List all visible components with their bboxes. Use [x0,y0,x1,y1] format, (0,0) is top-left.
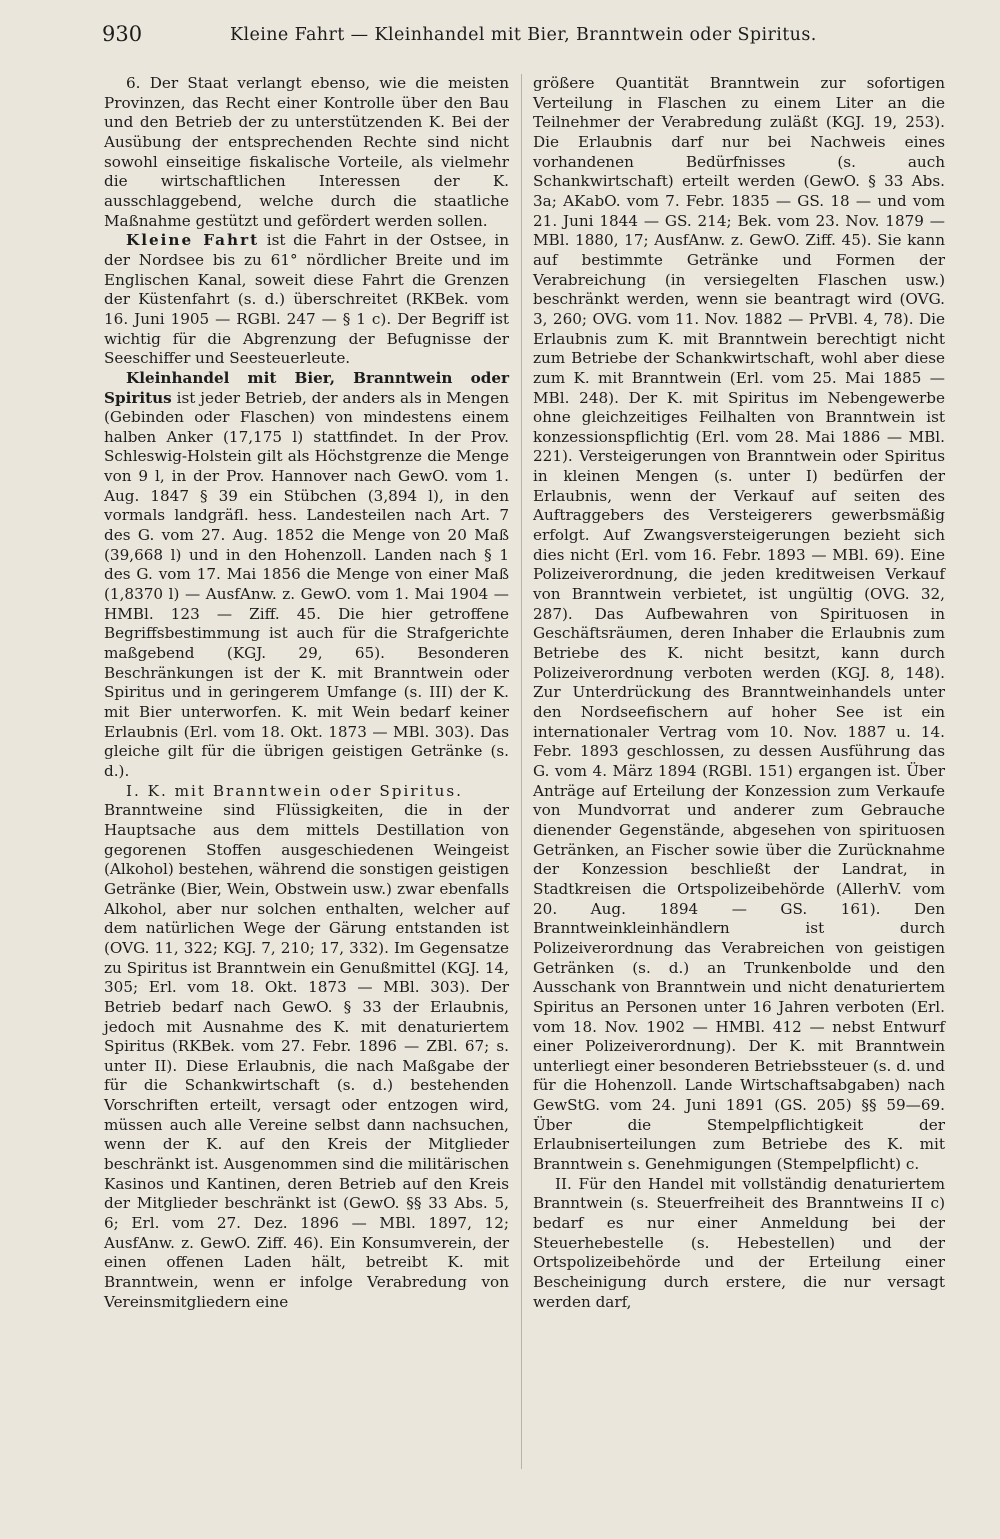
entry-body-kleine-fahrt: ist die Fahrt in der Ostsee, in der Nordsee bis zu 61° nördlicher Breite und im Englischen Kanal, soweit diese Fahrt die Grenzen der Küstenfahrt (s. d.) überschreitet (RKBek. vom 16. Juni 1905 — RGBl. 247 — § 1 c). Der Begriff ist wichtig für die Abgrenzung der Befugnisse der Seeschiffer und Seesteuerleute. [104,231,510,368]
column-divider [521,74,522,1469]
left-column [104,74,509,1312]
section-denaturiert: II. Für den Handel mit vollständig denaturiertem Branntwein (s. Steuerfreiheit des Branntweins II c) bedarf es nur einer Anmeldung bei der Steuerhebestelle (s. Hebestellen) und der Ortspolizeibehörde und der Erteilung einer Bescheinigung durch erstere, die nur versagt werden darf, [533,1174,945,1311]
section-body-branntwein: Branntweine sind Flüssigkeiten, die in der Hauptsache aus dem mittels Destillation von gegorenen Stoffen ausgeschiedenen Weingeist (Alkohol) bestehen, während die sonstigen geistigen Getränke (Bier, Wein, Obstwein usw.) zwar ebenfalls Alkohol, aber nur solchen enthalten, welcher auf dem natürlichen Wege der Gärung entstanden ist (OVG. 11, 322; KGJ. 7, 210; 17, 332). Im Gegensatze zu Spiritus ist Branntwein ein Genußmittel (KGJ. 14, 305; Erl. vom 18. Okt. 1873 — MBl. 303). Der Betrieb bedarf nach GewO. § 33 der Erlaubnis, jedoch mit Ausnahme des K. mit denaturiertem Spiritus (RKBek. vom 27. Febr. 1896 — ZBl. 67; s. unter II). Diese Erlaubnis, die nach Maßgabe der für die Schankwirtschaft (s. d.) bestehenden Vorschriften erteilt, versagt oder entzogen wird, müssen auch alle Vereine selbst dann nachsuchen, wenn der K. auf den Kreis der Mitglieder beschränkt ist. Ausgenommen sind die militärischen Kasinos und Kantinen, deren Betrieb auf den Kreis der Mitglieder beschränkt ist (GewO. §§ 33 Abs. 5, 6; Erl. vom 27. Dez. 1896 — MBl. 1897, 12; AusfAnw. z. GewO. Ziff. 46). Ein Konsumverein, der einen offenen Laden hält, betreibt K. mit Branntwein, wenn er infolge Verabredung von Vereinsmitgliedern eine [104,801,509,1311]
entry-kleinhandel [104,369,509,782]
right-column [533,74,945,1312]
running-title: Kleine Fahrt — Kleinhandel mit Bier, Branntwein oder Spiritus. [230,25,817,45]
entry-kleine-fahrt [104,231,509,369]
entry-heading-kleinhandel: Kleinhandel mit Bier, Branntwein oder Spiritus [104,368,509,407]
paragraph-staat: 6. Der Staat verlangt ebenso, wie die meisten Provinzen, das Recht einer Kontrolle über den Bau und den Betrieb der zu unterstützenden K. Bei der Ausübung der entsprechenden Rechte sind nicht sowohl einseitige fiskalische Vorteile, als vielmehr die wirtschaftlichen Interessen der K. ausschlaggebend, welche durch die staatliche Maßnahme gestützt und gefördert werden sollen. [104,74,509,230]
section-heading-branntwein: I. K. mit Branntwein oder Spiritus. [126,781,463,800]
entry-body-kleinhandel: ist jeder Betrieb, der anders als in Mengen (Gebinden oder Flaschen) von mindestens einem halben Anker (17,175 l) stattfindet. In der Prov. Schleswig-Holstein gilt als Höchstgrenze die Menge von 9 l, in der Prov. Hannover nach GewO. vom 1. Aug. 1847 § 39 ein Stübchen (3,894 l), in den vormals landgräfl. hess. Landesteilen nach Art. 7 des G. vom 27. Aug. 1852 die Menge von 20 Maß (39,668 l) und in den Hohenzoll. Landen nach § 1 des G. vom 17. Mai 1856 die Menge von einer Maß (1,8370 l) — AusfAnw. z. GewO. vom 1. Mai 1904 — HMBl. 123 — Ziff. 45. Die hier getroffene Begriffsbestimmung ist auch für die Strafgerichte maßgebend (KGJ. 29, 65). Besonderen Beschränkungen ist der K. mit Branntwein oder Spiritus und in geringerem Umfange (s. III) der K. mit Bier unterworfen. K. mit Wein bedarf keiner Erlaubnis (Erl. vom 18. Okt. 1873 — MBl. 303). Das gleiche gilt für die übrigen geistigen Getränke (s. d.). [104,388,509,780]
page-header [102,22,942,62]
page-number: 930 [102,22,143,46]
paragraph-continuation: größere Quantität Branntwein zur sofortigen Verteilung in Flaschen zu einem Liter an die Teilnehmer der Verabredung zuläßt (KGJ. 19, 253). Die Erlaubnis darf nur bei Nachweis eines vorhandenen Bedürfnisses (s. auch Schankwirtschaft) erteilt werden (GewO. § 33 Abs. 3a; AKabO. vom 7. Febr. 1835 — GS. 18 — und vom 21. Juni 1844 — GS. 214; Bek. vom 23. Nov. 1879 — MBl. 1880, 17; AusfAnw. z. GewO. Ziff. 45). Sie kann auf bestimmte Getränke und Formen der Verabreichung (in versiegelten Flaschen usw.) beschränkt werden, wenn sie beantragt wird (OVG. 3, 260; OVG. vom 11. Nov. 1882 — PrVBl. 4, 78). Die Erlaubnis zum K. mit Branntwein berechtigt nicht zum Betriebe der Schankwirtschaft, wohl aber diese zum K. mit Branntwein (Erl. vom 25. Mai 1885 — MBl. 248). Der K. mit Spiritus im Nebengewerbe ohne gleichzeitiges Feilhalten von Branntwein ist konzessionspflichtig (Erl. vom 28. Mai 1886 — MBl. 221). Versteigerungen von Branntwein oder Spiritus in kleinen Mengen (s. unter I) bedürfen der Erlaubnis, wenn der Verkauf auf seiten des Auftraggebers des Versteigerers gewerbsmäßig erfolgt. Auf Zwangsversteigerungen bezieht sich dies nicht (Erl. vom 16. Febr. 1893 — MBl. 69). Eine Polizeiverordnung, die jeden kreditweisen Verkauf von Branntwein verbietet, ist ungültig (OVG. 32, 287). Das Aufbewahren von Spirituosen in Geschäftsräumen, deren Inhaber die Erlaubnis zum Betriebe des K. nicht besitzt, kann durch Polizeiverordnung verboten werden (KGJ. 8, 148). Zur Unterdrückung des Branntweinhandels unter den Nordseefischern auf hoher See ist ein internationaler Vertrag vom 10. Nov. 1887 u. 14. Febr. 1893 geschlossen, zu dessen Ausführung das G. vom 4. März 1894 (RGBl. 151) ergangen ist. Über Anträge auf Erteilung der Konzession zum Verkaufe von Mundvorrat und anderer zum Gebrauche dienender Gegenstände, abgesehen von spirituosen Getränken, an Fischer sowie über die Zurücknahme der Konzession beschließt der Landrat, in Stadtkreisen die Ortspolizeibehörde (AllerhV. vom 20. Aug. 1894 — GS. 161). Den Branntweinkleinhändlern ist durch Polizeiverordnung das Verabreichen von geistigen Getränken (s. d.) an Trunkenbolde und den Ausschank von Branntwein und nicht denaturiertem Spiritus an Personen unter 16 Jahren verboten (Erl. vom 18. Nov. 1902 — HMBl. 412 — nebst Entwurf einer Polizeiverordnung). Der K. mit Branntwein unterliegt einer besonderen Betriebssteuer (s. d. und für die Hohenzoll. Lande Wirtschaftsabgaben) nach GewStG. vom 24. Juni 1891 (GS. 205) §§ 59—69. Über die Stempelpflichtigkeit der Erlaubniserteilungen zum Betriebe des K. mit Branntwein s. Genehmigungen (Stempelpflicht) c. [533,74,945,1174]
entry-heading-kleine-fahrt: Kleine Fahrt [126,231,260,250]
